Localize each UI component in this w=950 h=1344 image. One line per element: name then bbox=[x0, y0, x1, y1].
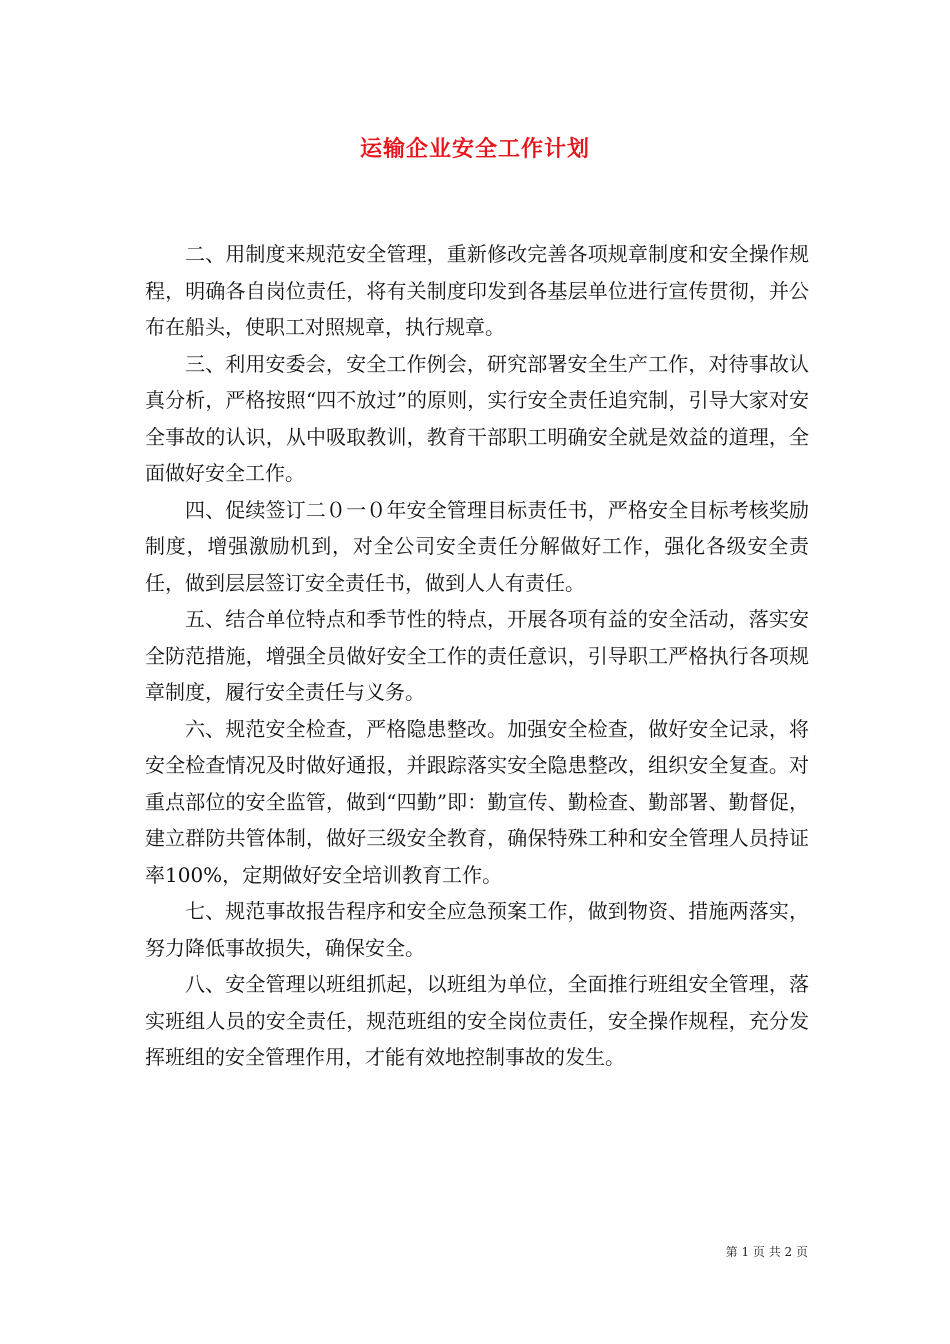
paragraph-6: 六、规范安全检查，严格隐患整改。加强安全检查，做好安全记录，将安全检查情况及时做好通报，并跟踪落实安全隐患整改，组织安全复查。对重点部位的安全监管，做到“四勤”即：勤宣传、勤检查、勤部署、勤督促，建立群防共管体制，做好三级安全教育，确保特殊工种和安全管理人员持证率100%，定期做好安全培训教育工作。 bbox=[145, 716, 809, 887]
paragraph-5: 五、结合单位特点和季节性的特点，开展各项有益的安全活动，落实安全防范措施，增强全员做好安全工作的责任意识，引导职工严格执行各项规章制度，履行安全责任与义务。 bbox=[145, 607, 809, 704]
paragraph-4: 四、促续签订二０一０年安全管理目标责任书，严格安全目标考核奖励制度，增强激励机到，对全公司安全责任分解做好工作，强化各级安全责任，做到层层签订安全责任书，做到人人有责任。 bbox=[145, 497, 809, 595]
paragraph-2: 二、用制度来规范安全管理，重新修改完善各项规章制度和安全操作规程，明确各自岗位责任，将有关制度印发到各基层单位进行宣传贯彻，并公布在船头，使职工对照规章，执行规章。 bbox=[145, 242, 809, 339]
document-title: 运输企业安全工作计划 bbox=[359, 136, 590, 162]
paragraph-7: 七、规范事故报告程序和安全应急预案工作，做到物资、措施两落实，努力降低事故损失，确保安全。 bbox=[145, 899, 809, 960]
document-body bbox=[145, 236, 809, 1076]
paragraph-3: 三、利用安委会，安全工作例会，研究部署安全生产工作，对待事故认真分析，严格按照“四不放过”的原则，实行安全责任追究制，引导大家对安全事故的认识，从中吸取教训，教育干部职工明确安全就是效益的道理，全面做好安全工作。 bbox=[145, 351, 809, 485]
page-number: 第 1 页 共 2 页 bbox=[725, 1245, 808, 1259]
paragraph-8: 八、安全管理以班组抓起，以班组为单位，全面推行班组安全管理，落实班组人员的安全责任，规范班组的安全岗位责任，安全操作规程，充分发挥班组的安全管理作用，才能有效地控制事故的发生。 bbox=[145, 972, 809, 1069]
